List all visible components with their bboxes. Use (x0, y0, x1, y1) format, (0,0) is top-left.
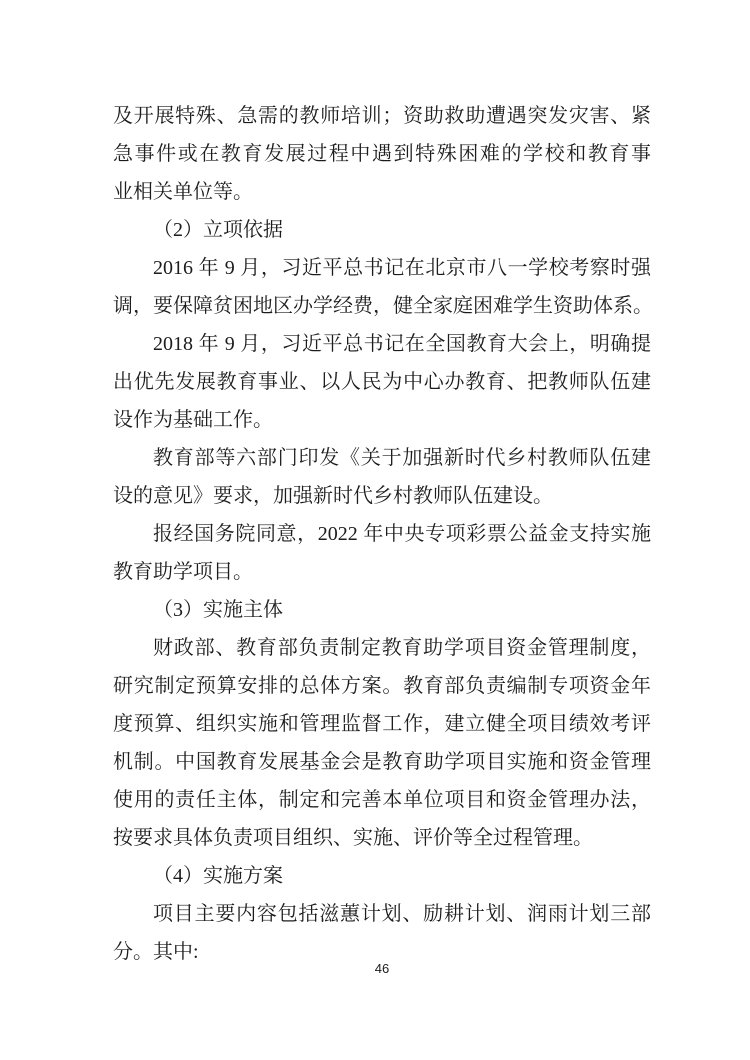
text-line: 使用的责任主体，制定和完善本单位项目和资金管理办法， (113, 789, 651, 811)
text-line: 机制。中国教育发展基金会是教育助学项目实施和资金管理 (113, 751, 651, 773)
text-line: 按要求具体负责项目组织、实施、评价等全过程管理。 (113, 827, 593, 849)
section-heading-4: （4）实施方案 (153, 865, 283, 887)
text-line: 设的意见》要求，加强新时代乡村教师队伍建设。 (113, 485, 553, 507)
text-line: 财政部、教育部负责制定教育助学项目资金管理制度， (153, 637, 651, 659)
text-line: 研究制定预算安排的总体方案。教育部负责编制专项资金年 (113, 675, 651, 697)
section-heading-2: （2）立项依据 (153, 219, 283, 241)
section-heading-3: （3）实施主体 (153, 599, 283, 621)
text-line: 分。其中: (113, 941, 199, 963)
text-line: 教育部等六部门印发《关于加强新时代乡村教师队伍建 (153, 447, 651, 469)
text-line: 设作为基础工作。 (113, 409, 273, 431)
page-number: 46 (374, 961, 390, 976)
text-line: 2018 年 9 月，习近平总书记在全国教育大会上，明确提 (153, 333, 651, 355)
text-line: 教育助学项目。 (113, 561, 253, 583)
text-line: 调，要保障贫困地区办学经费，健全家庭困难学生资助体系。 (113, 295, 653, 317)
text-line: 项目主要内容包括滋蕙计划、励耕计划、润雨计划三部 (153, 903, 651, 925)
text-line: 急事件或在教育发展过程中遇到特殊困难的学校和教育事 (113, 143, 651, 165)
text-line: 及开展特殊、急需的教师培训；资助救助遭遇突发灾害、紧 (113, 105, 651, 127)
text-line: 报经国务院同意，2022 年中央专项彩票公益金支持实施 (153, 523, 651, 545)
page-body-text (113, 97, 651, 971)
text-line: 出优先发展教育事业、以人民为中心办教育、把教师队伍建 (113, 371, 651, 393)
text-line: 2016 年 9 月，习近平总书记在北京市八一学校考察时强 (153, 257, 651, 279)
text-line: 业相关单位等。 (113, 181, 253, 203)
text-line: 度预算、组织实施和管理监督工作，建立健全项目绩效考评 (113, 713, 651, 735)
